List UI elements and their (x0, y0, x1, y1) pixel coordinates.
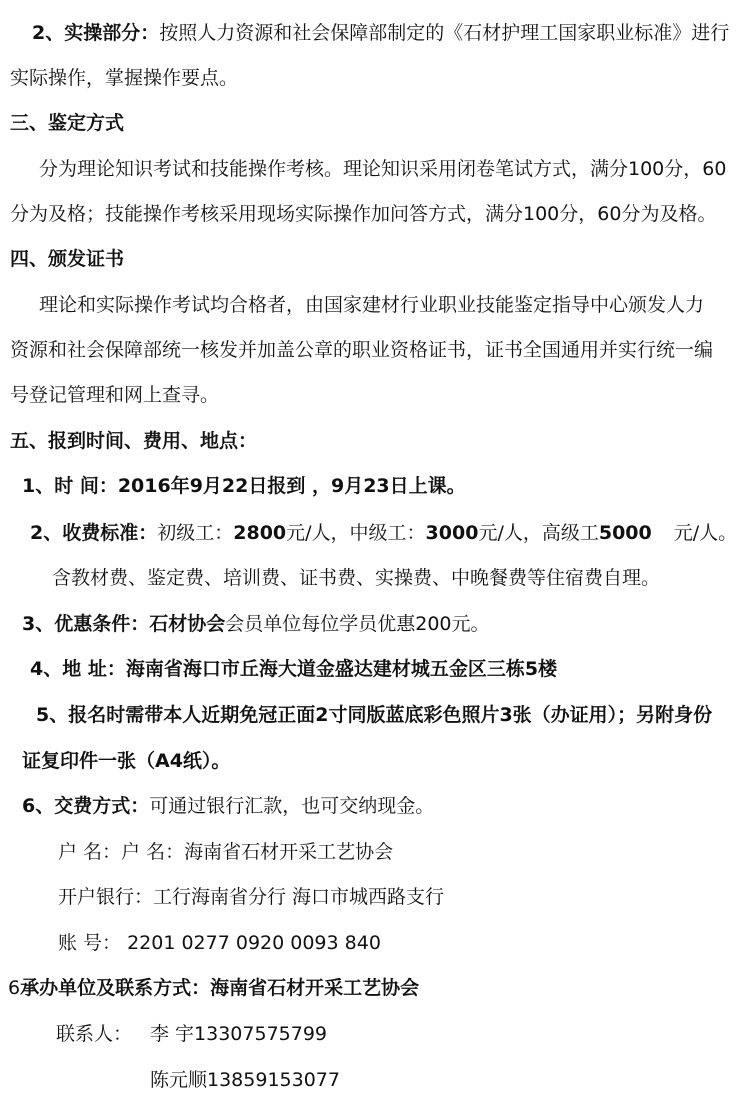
organizer-line (8, 975, 419, 1001)
fee-primary-price: 2800 (233, 522, 287, 544)
photo-line2: 证复印件一张（A4纸）。 (22, 750, 231, 772)
fee-middle-price: 3000 (425, 522, 479, 544)
fee-senior-unit: 元/人。 (673, 522, 737, 544)
section3-line2: 分为及格；技能操作考核采用现场实际操作加问答方式，满分100分，60分为及格。 (10, 203, 717, 225)
organizer-label: 承办单位及联系方式：海南省石材开采工艺协会 (20, 977, 420, 999)
payment-label: 6、交费方式： (22, 795, 150, 817)
practical-text-continued: 实际操作，掌握操作要点。 (10, 67, 239, 89)
section4-line2: 资源和社会保障部统一核发并加盖公章的职业资格证书，证书全国通用并实行统一编 (10, 339, 714, 361)
organizer-prefix: 6 (8, 977, 21, 999)
section3-line1: 分为理论知识考试和技能操作考核。理论知识采用闭卷笔试方式，满分100分，60 (39, 158, 727, 180)
fee-middle-unit: 元/人，高级工 (478, 522, 599, 544)
fee-primary-label: 初级工： (157, 522, 234, 544)
section4-heading: 四、颁发证书 (10, 248, 125, 270)
practical-section-line (32, 20, 729, 46)
discount-line (22, 611, 490, 637)
contact-2: 陈元顺13859153077 (150, 1069, 340, 1091)
practical-text: 按照人力资源和社会保障部制定的《石材护理工国家职业标准》进行 (159, 22, 730, 44)
practical-label: 2、实操部分： (32, 22, 160, 44)
address-line: 4、地 址：海南省海口市丘海大道金盛达建材城五金区三栋5楼 (30, 658, 558, 680)
fee-primary-unit: 元/人，中级工： (286, 522, 426, 544)
section5-heading: 五、报到时间、费用、地点： (10, 430, 258, 452)
fee-senior-price: 5000 (598, 522, 652, 544)
section4-line1: 理论和实际操作考试均合格者，由国家建材行业职业技能鉴定指导中心颁发人力 (39, 294, 705, 316)
section4-line3: 号登记管理和网上查寻。 (10, 384, 220, 406)
fee-label: 2、收费标准： (30, 522, 158, 544)
time-line: 1、时 间：2016年9月22日报到 ，9月23日上课。 (22, 475, 466, 497)
discount-org: 石材协会 (149, 613, 226, 635)
account-number-line: 账 号： 2201 0277 0920 0093 840 (58, 932, 381, 954)
fee-note: 含教材费、鉴定费、培训费、证书费、实操费、中晚餐费等住宿费自理。 (52, 567, 661, 589)
discount-label: 3、优惠条件： (22, 613, 150, 635)
discount-text: 会员单位每位学员优惠200元。 (225, 613, 490, 635)
payment-text: 可通过银行汇款，也可交纳现金。 (149, 795, 435, 817)
contact-1: 李 宇13307575799 (150, 1023, 328, 1045)
account-name-line: 户 名：户 名：海南省石材开采工艺协会 (58, 841, 394, 863)
section3-heading: 三、鉴定方式 (10, 112, 125, 134)
photo-line1: 5、报名时需带本人近期免冠正面2寸同版蓝底彩色照片3张（办证用）；另附身份 (36, 704, 713, 726)
contact-label: 联系人： (56, 1023, 133, 1045)
payment-line (22, 793, 434, 819)
bank-line: 开户银行：工行海南省分行 海口市城西路支行 (58, 886, 445, 908)
fee-line (30, 520, 737, 546)
